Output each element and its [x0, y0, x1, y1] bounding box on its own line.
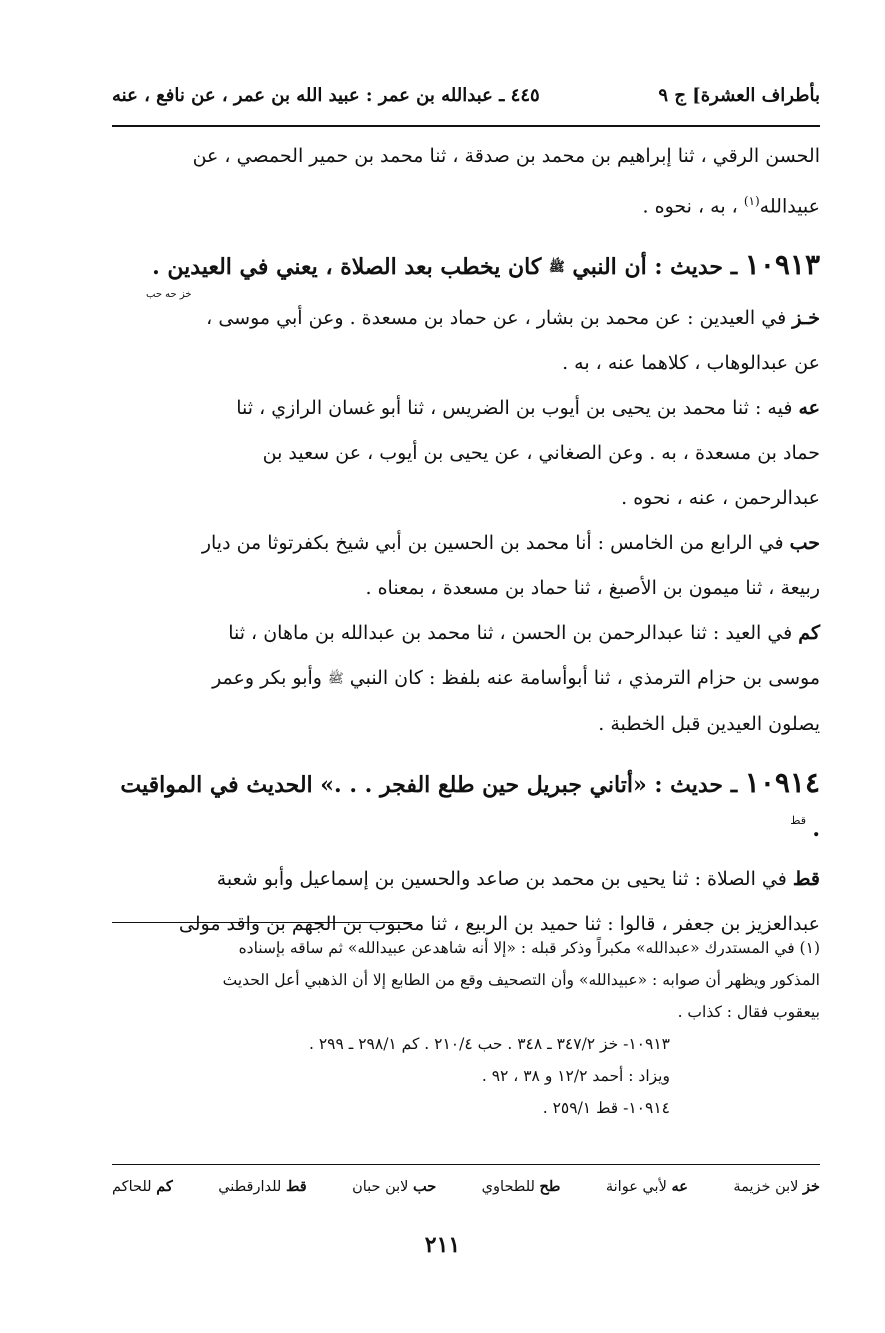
paragraph-km-line-2	[112, 656, 820, 702]
paragraph-ah-line-1	[112, 386, 820, 431]
paragraph-qt-line-1	[112, 857, 820, 902]
paragraph-text: في العيدين : عن محمد بن بشار ، عن حماد بن مسعدة . وعن أبي موسى ،	[206, 307, 793, 330]
legend-name: لابن خزيمة	[733, 1179, 799, 1195]
source-abbr: كم	[798, 622, 820, 645]
paragraph-text: في العيد : ثنا عبدالرحمن بن الحسن ، ثنا محمد بن عبدالله بن ماهان ، ثنا	[228, 622, 799, 645]
footnote-1-line-3: بيعقوب فقال : كذاب .	[677, 1003, 820, 1021]
legend-item	[352, 1178, 436, 1195]
footnotes	[112, 932, 820, 1124]
legend-abbr: كم	[156, 1178, 173, 1195]
salawat-glyph: ﷺ	[548, 260, 565, 276]
paragraph-hb-line-1	[112, 521, 820, 566]
legend-name: للطحاوي	[481, 1179, 535, 1195]
legend-item	[733, 1178, 820, 1195]
hadith-number: ١٠٩١٤	[744, 765, 820, 799]
paragraph-qt-line-2: عبدالعزيز بن جعفر ، قالوا : ثنا حميد بن الربيع ، ثنا محبوب بن الجهم بن واقد مولى	[178, 912, 820, 935]
continuation-text: عبيدالله	[759, 195, 820, 218]
continuation-tail: ، به ، نحوه .	[642, 195, 744, 218]
paragraph-km-line-3: يصلون العيدين قبل الخطبة .	[598, 712, 820, 735]
paragraph-ah-line-2: حماد بن مسعدة ، به . وعن الصغاني ، عن يحيى بن أيوب ، عن سعيد بن	[262, 442, 820, 465]
reference-additional: ويزاد : أحمد ١٢/٢ و ٣٨ ، ٩٢ .	[481, 1067, 670, 1085]
legend-abbr: عه	[671, 1178, 688, 1195]
hadith-heading-10913	[112, 243, 820, 301]
legend-abbr: قط	[285, 1178, 307, 1195]
reference-10914: ١٠٩١٤- قط ٢٥٩/١ .	[542, 1099, 670, 1117]
footnote-rule	[112, 922, 412, 923]
running-header	[112, 78, 820, 112]
source-abbr: حب	[789, 532, 820, 555]
continuation-line-1: الحسن الرقي ، ثنا إبراهيم بن محمد بن صدقة ، ثنا محمد بن حمير الحمصي ، عن	[192, 145, 820, 167]
paragraph-hb-line-2: ربيعة ، ثنا ميمون بن الأصبغ ، ثنا حماد بن مسعدة ، بمعناه .	[365, 577, 820, 600]
abbreviation-legend	[112, 1178, 820, 1195]
paragraph-text: فيه : ثنا محمد بن يحيى بن أيوب بن الضريس ، ثنا أبو غسان الرازي ، ثنا	[236, 397, 799, 420]
salawat-glyph: ﷺ	[328, 671, 344, 687]
footnote-1-line-2: المذكور ويظهر أن صوابه : «عبيدالله» وأن التصحيف وقع من الطابع إلا أن الذهبي أعل الحديث	[222, 971, 820, 989]
hadith-text: ـ حديث : «أتاني جبريل حين طلع الفجر . . .» الحديث في المواقيت .	[120, 771, 820, 842]
paragraph-text: وأبو بكر وعمر	[212, 667, 328, 690]
source-abbr: عه	[798, 397, 820, 420]
hadith-heading-10914	[112, 761, 820, 851]
paragraph-text: في الرابع من الخامس : أنا محمد بن الحسين بن أبي شيخ بكفرتوثا من ديار	[201, 532, 790, 555]
footnote-1-line-1: (١) في المستدرك «عبدالله» مكبراً وذكر قبله : «إلا أنه شاهدعن عبيدالله» ثم ساقه بإسناده	[238, 939, 820, 957]
paragraph-ah-line-3: عبدالرحمن ، عنه ، نحوه .	[621, 487, 820, 510]
paragraph-khz-line-2: عن عبدالوهاب ، كلاهما عنه ، به .	[562, 352, 820, 375]
continuation-line-2	[112, 179, 820, 229]
volume-title: بأطراف العشرة] ج ٩	[658, 84, 820, 106]
source-abbr: قط	[792, 867, 820, 890]
source-abbr: خـز	[792, 307, 820, 330]
legend-abbr: حب	[413, 1178, 437, 1195]
legend-name: لابن حبان	[352, 1179, 409, 1195]
hadith-number: ١٠٩١٣	[744, 248, 820, 282]
legend-item	[606, 1178, 688, 1195]
legend-name: لأبي عوانة	[605, 1179, 667, 1195]
hadith-lead: ـ حديث : أن النبي	[564, 254, 745, 281]
paragraph-text: في الصلاة : ثنا يحيى بن محمد بن صاعد والحسين بن إسماعيل وأبو شعبة	[216, 867, 793, 890]
legend-name: للدارقطني	[218, 1179, 282, 1195]
footnote-ref-1[interactable]: (١)	[743, 194, 760, 208]
header-rule	[112, 125, 820, 127]
hadith-sigla: قط	[790, 813, 806, 827]
legend-abbr: طح	[539, 1178, 561, 1195]
paragraph-text: موسى بن حزام الترمذي ، ثنا أبوأسامة عنه بلفظ : كان النبي	[343, 667, 820, 690]
legend-abbr: خز	[803, 1178, 820, 1195]
legend-item	[218, 1178, 306, 1195]
reference-10913: ١٠٩١٣- خز ٣٤٧/٢ ـ ٣٤٨ . حب ٢١٠/٤ . كم ٢٩٨/١ ـ ٢٩٩ .	[308, 1035, 670, 1053]
paragraph-km-line-1	[112, 611, 820, 656]
legend-item	[112, 1178, 173, 1195]
musnad-title: ٤٤٥ ـ عبدالله بن عمر : عبيد الله بن عمر ، عن نافع ، عنه	[112, 84, 540, 106]
hadith-text: كان يخطب بعد الصلاة ، يعني في العيدين .	[152, 254, 549, 281]
legend-item	[482, 1178, 561, 1195]
legend-name: للحاكم	[112, 1179, 152, 1195]
page-number: ٢١١	[424, 1232, 461, 1258]
body-text	[112, 134, 820, 947]
legend-rule	[112, 1164, 820, 1165]
hadith-sigla: خز حه حب	[146, 289, 192, 301]
paragraph-khz-line-1	[112, 296, 820, 341]
